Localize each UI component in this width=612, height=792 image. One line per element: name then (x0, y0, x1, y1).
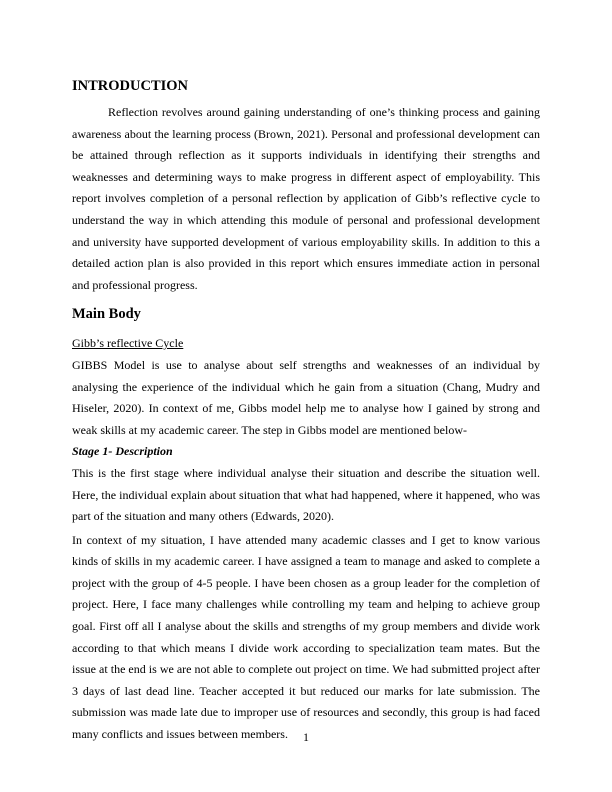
stage1-heading: Stage 1- Description (72, 444, 173, 459)
gibbs-paragraph: GIBBS Model is use to analyse about self strengths and weaknesses of an individual by analysing the experience of the individual which he gain from a situation (Chang, Mudry and Hiseler, 2020). In context of me, Gibbs model help me to analyse how I gained by strong and weak skills at my academic career. The step in Gibbs model are mentioned below- (72, 357, 540, 437)
intro-paragraph: Reflection revolves around gaining understanding of one’s thinking process and gaining awareness about the learning process (Brown, 2021). Personal and professional development can be attained through reflection as it supports individuals in identifying their strengths and weaknesses and determining ways to make progress in different aspect of employability. This report involves completion of a personal reflection by application of Gibb’s reflective cycle to understand the way in which attending this module of personal and professional development and university have supported development of various employability skills. In addition to this a detailed action plan is also provided in this report which ensures immediate action in personal and professional progress. (72, 105, 540, 292)
stage1-paragraph: This is the first stage where individual analyse their situation and describe the situation well. Here, the individual explain about situation that what had happened, where it happened, who was part of the situation and many others (Edwards, 2020). (72, 465, 540, 524)
context-paragraph: In context of my situation, I have attended many academic classes and I get to know various kinds of skills in my academic career. I have assigned a team to manage and asked to complete a project with the group of 4-5 people. I have been chosen as a group leader for the completion of project. Here, I face many challenges while controlling my team and helping to achieve group goal. First off all I analyse about the skills and strengths of my group members and divide work according to that which means I divide work according to specialization team mates. But the issue at the end is we are not able to complete out project on time. We had submitted project after 3 days of last dead line. Teacher accepted it but reduced our marks for late submission. The submission was made late due to improper use of resources and secondly, this group is had faced many conflicts and issues between members. (72, 532, 540, 742)
gibbs-subheading: Gibb’s reflective Cycle (72, 336, 184, 351)
document-body (72, 76, 540, 746)
main-body-heading: Main Body (72, 306, 141, 323)
intro-heading: INTRODUCTION (72, 78, 189, 94)
page-number: 1 (303, 730, 309, 744)
